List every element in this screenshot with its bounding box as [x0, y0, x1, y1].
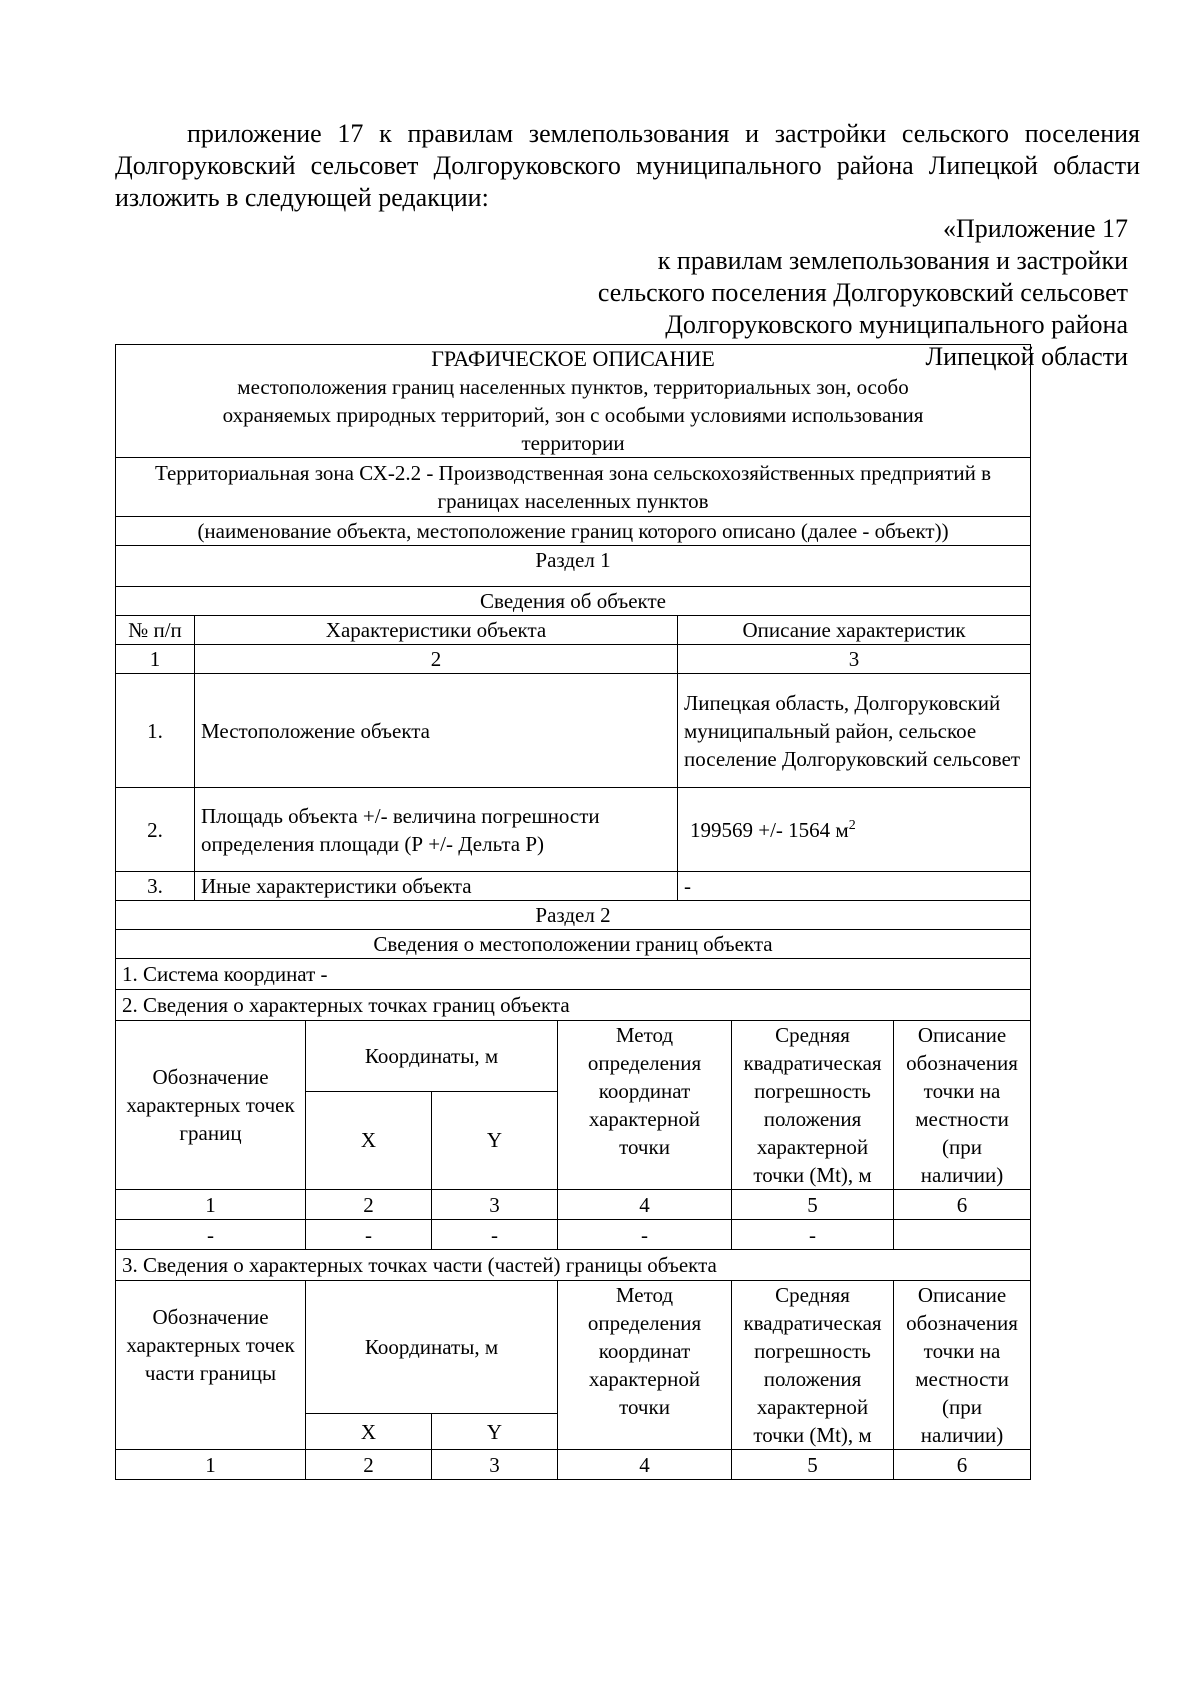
col-number: 2 — [306, 1190, 432, 1220]
row-name: Площадь объекта +/- величина погрешности определения площади (Р +/- Дельта Р) — [195, 788, 678, 872]
col-number: 5 — [732, 1190, 894, 1220]
row-name: Иные характеристики объекта — [195, 872, 678, 901]
col-number: 3 — [432, 1450, 558, 1480]
row-desc — [678, 788, 1031, 872]
points-col-y: Y — [432, 1091, 558, 1189]
annex-header-line: Долгоруковского муниципального района — [665, 310, 1128, 339]
table-row — [116, 788, 1031, 872]
parts-col-designation-text: Обозначение характерных точек части границы — [126, 1305, 295, 1385]
intro-paragraph — [115, 118, 1140, 214]
row-num: 3. — [116, 872, 195, 901]
points-cell: - — [558, 1220, 732, 1250]
doc-title: ГРАФИЧЕСКОЕ ОПИСАНИЕ — [431, 346, 715, 371]
row-num: 1. — [116, 674, 195, 788]
row-num: 2. — [116, 788, 195, 872]
section2-title: Раздел 2 — [116, 901, 1031, 930]
area-unit-exponent: 2 — [848, 817, 856, 833]
points-col-error: Средняя квадратическая погрешность положения характерной точки (Mt), м — [732, 1021, 894, 1190]
parts-col-designation — [116, 1281, 306, 1450]
col-number: 1 — [116, 1190, 306, 1220]
row-name: Местоположение объекта — [195, 674, 678, 788]
area-value: 199569 +/- 1564 м — [690, 817, 849, 842]
col-header-num: № п/п — [116, 616, 195, 645]
annex-header-line: «Приложение 17 — [942, 214, 1128, 243]
points-cell: - — [116, 1220, 306, 1250]
col-number: 4 — [558, 1450, 732, 1480]
col-number: 3 — [432, 1190, 558, 1220]
points-col-coords: Координаты, м — [306, 1021, 558, 1092]
section1-subtitle: Сведения об объекте — [116, 587, 1031, 616]
col-number: 6 — [894, 1450, 1031, 1480]
col-number: 4 — [558, 1190, 732, 1220]
coord-system: 1. Система координат - — [116, 959, 1031, 990]
col-number: 2 — [306, 1450, 432, 1480]
parts-col-coords: Координаты, м — [306, 1281, 558, 1414]
row-desc: - — [678, 872, 1031, 901]
col-number: 6 — [894, 1190, 1031, 1220]
col-number: 1 — [116, 645, 195, 674]
zone-name: Территориальная зона СХ-2.2 - Производственная зона сельскохозяйственных предприятий в границах населенных пунктов — [116, 458, 1031, 517]
object-note: (наименование объекта, местоположение границ которого описано (далее - объект)) — [116, 517, 1031, 546]
parts-title: 3. Сведения о характерных точках части (частей) границы объекта — [116, 1250, 1031, 1281]
main-table — [115, 344, 1031, 1021]
points-col-designation: Обозначение характерных точек границ — [116, 1021, 306, 1190]
points-col-x: X — [306, 1091, 432, 1189]
doc-subtitle: местоположения границ населенных пунктов, территориальных зон, особо охраняемых природных территорий, зон с особыми условиями использования территории — [222, 375, 924, 455]
points-cell: - — [732, 1220, 894, 1250]
annex-header-line: Липецкой области — [925, 342, 1128, 371]
parts-col-method: Метод определения координат характерной точки — [558, 1281, 732, 1450]
row-desc: Липецкая область, Долгоруковский муниципальный район, сельское поселение Долгоруковский сельсовет — [678, 674, 1031, 788]
col-number: 1 — [116, 1450, 306, 1480]
points-table — [115, 1020, 1031, 1480]
col-header-description: Описание характеристик — [678, 616, 1031, 645]
col-number: 2 — [195, 645, 678, 674]
section1-title: Раздел 1 — [116, 546, 1031, 587]
col-number: 3 — [678, 645, 1031, 674]
parts-col-error: Средняя квадратическая погрешность положения характерной точки (Mt), м — [732, 1281, 894, 1450]
intro-text: приложение 17 к правилам землепользования и застройки сельского поселения Долгоруковский сельсовет Долгоруковского муниципального района Липецкой области изложить в следующей редакции: — [115, 119, 1140, 212]
points-col-method: Метод определения координат характерной точки — [558, 1021, 732, 1190]
points-title: 2. Сведения о характерных точках границ объекта — [116, 990, 1031, 1021]
points-cell: - — [432, 1220, 558, 1250]
annex-header-line: к правилам землепользования и застройки — [657, 246, 1128, 275]
points-col-desc: Описание обозначения точки на местности (при наличии) — [894, 1021, 1031, 1190]
points-cell — [894, 1220, 1031, 1250]
parts-col-y: Y — [432, 1414, 558, 1450]
table-row — [116, 1220, 1031, 1250]
table-row — [116, 674, 1031, 788]
col-header-characteristics: Характеристики объекта — [195, 616, 678, 645]
col-number: 5 — [732, 1450, 894, 1480]
annex-header-line: сельского поселения Долгоруковский сельсовет — [597, 278, 1128, 307]
parts-col-x: X — [306, 1414, 432, 1450]
table-row — [116, 872, 1031, 901]
doc-title-cell — [116, 345, 1031, 458]
parts-col-desc: Описание обозначения точки на местности (при наличии) — [894, 1281, 1031, 1450]
points-cell: - — [306, 1220, 432, 1250]
section2-subtitle: Сведения о местоположении границ объекта — [116, 930, 1031, 959]
